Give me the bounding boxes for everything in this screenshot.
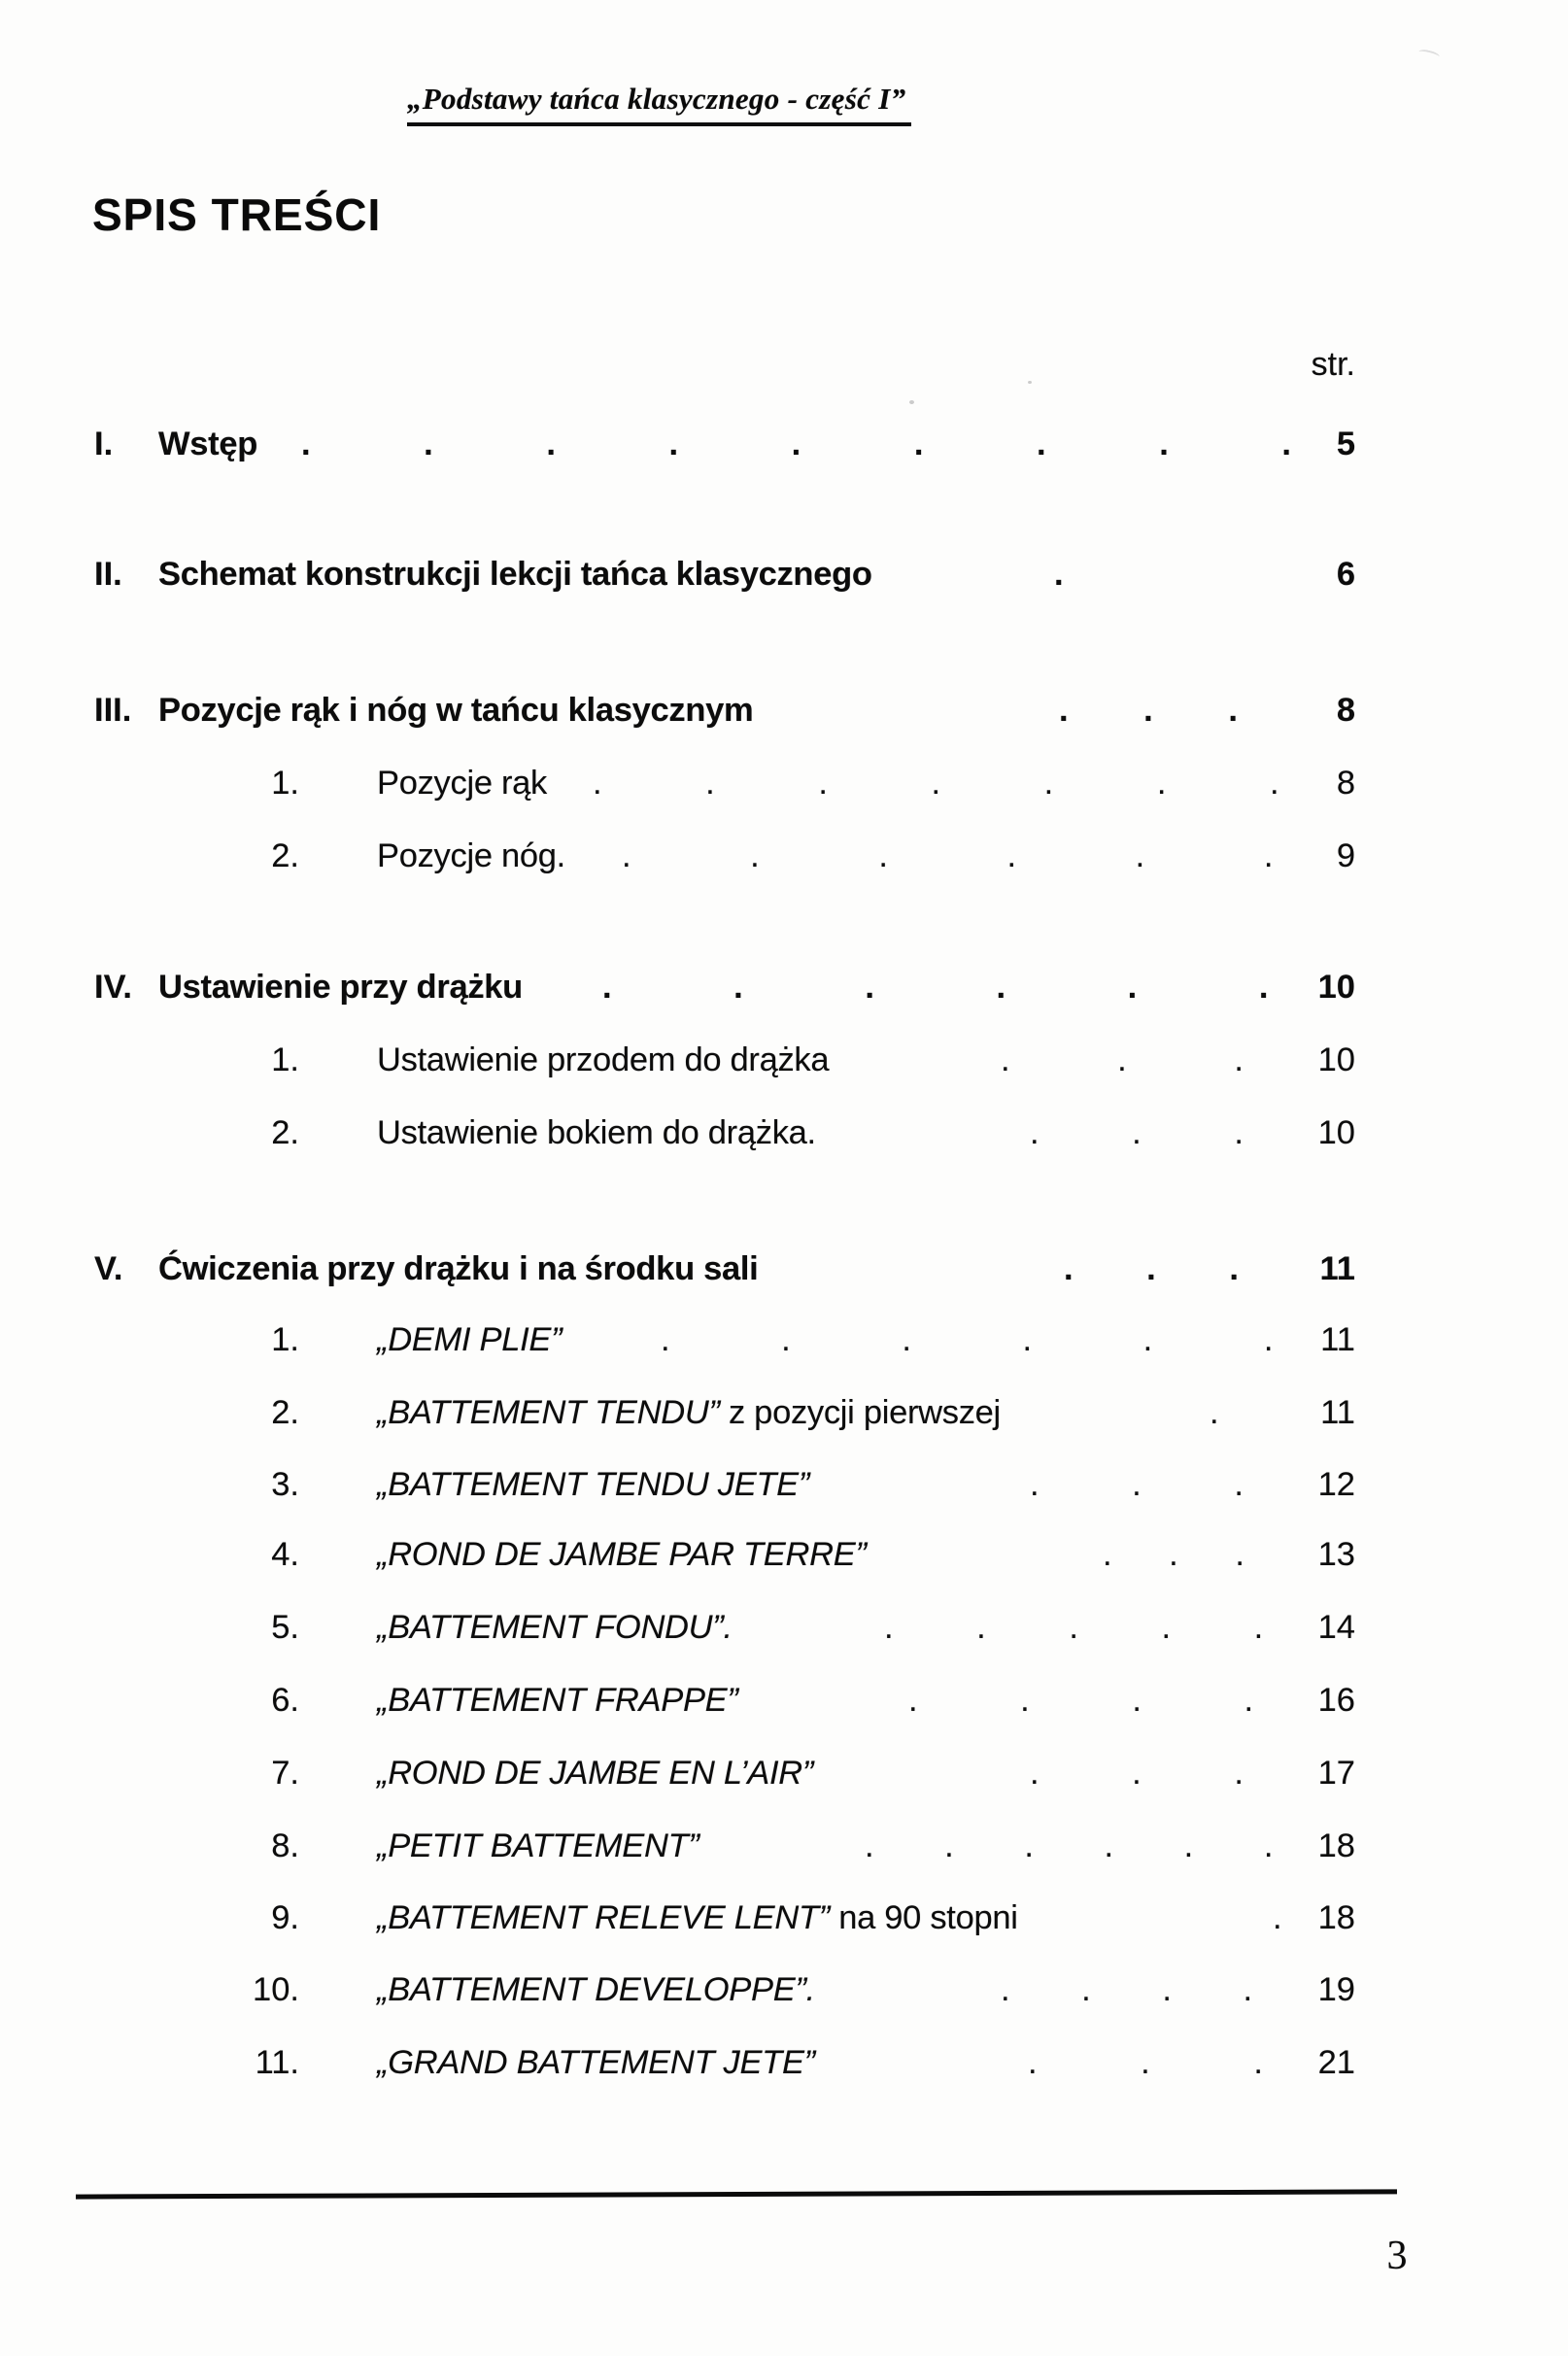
toc-italic-term: „BATTEMENT FRAPPE” [377,1682,738,1719]
toc-title-text: Wstęp [158,426,258,462]
toc-row-title [158,426,257,463]
toc-italic-term: „GRAND BATTEMENT JETE” [377,2044,815,2081]
dot-leader: . . . . . . [661,1321,1274,1358]
toc-italic-term: „PETIT BATTEMENT” [377,1827,699,1864]
toc-title-text: z pozycji pierwszej [719,1394,1001,1431]
toc-row [0,1827,1568,1872]
scan-artifact [909,400,914,404]
toc-row [0,1394,1568,1439]
toc-row-title [377,1899,1018,1937]
toc-italic-term: „BATTEMENT DEVELOPPE”. [377,1971,815,2008]
toc-title-text: Pozycje rąk i nóg w tańcu klasycznym [158,692,754,729]
dot-leader: . . . [1001,1041,1244,1078]
toc-title-text: na 90 stopni [829,1899,1018,1936]
toc-row-page: 9 [1336,837,1355,874]
toc-row-title [377,837,565,875]
toc-title-text: Ustawienie przy drążku [158,969,523,1006]
toc-row-page: 10 [1317,969,1355,1006]
toc-title-text: Ustawienie przodem do drążka [377,1041,830,1078]
toc-row [0,556,1568,600]
toc-row-page: 11 [1320,1394,1355,1431]
toc-row-title [158,1250,758,1288]
toc-row-page: 6 [1336,556,1355,593]
toc-row-number: 10. [253,1971,299,2008]
toc-title-text: Schemat konstrukcji lekcji tańca klasycznego [158,556,872,593]
toc-row [0,1609,1568,1654]
toc-row [0,1114,1568,1159]
toc-row-number: IV. [94,969,133,1006]
dot-leader: . . . [1030,1466,1244,1503]
toc-row-title [377,1971,815,2009]
toc-row-number: 11. [255,2044,299,2081]
toc-title-text: Ćwiczenia przy drążku i na środku sali [158,1250,759,1287]
dot-leader: . . . [1030,1755,1244,1792]
toc-row-number: I. [94,426,114,462]
dot-leader: . [1273,1899,1282,1936]
toc-row [0,1536,1568,1581]
toc-row-number: III. [94,692,132,729]
toc-italic-term: „BATTEMENT TENDU JETE” [377,1466,810,1503]
toc-row-page: 11 [1320,1321,1355,1358]
dot-leader: . [1054,556,1064,593]
toc-row-page: 12 [1317,1466,1355,1503]
toc-title-text: Pozycje nóg. [377,837,565,874]
toc-row-page: 18 [1317,1899,1355,1936]
toc-row-number: 2. [271,837,299,874]
toc-row [0,969,1568,1013]
toc-row-title [377,1114,816,1152]
toc-title-text: Ustawienie bokiem do drążka. [377,1114,816,1151]
toc-row-page: 11 [1319,1250,1355,1287]
toc-row-number: V. [94,1250,123,1287]
dot-leader: . . . [1028,2044,1263,2081]
dot-leader: . . . . . . [602,969,1269,1006]
toc-row-title [377,1827,699,1865]
dot-leader: . . . [1059,692,1238,729]
page-title: SPIS TREŚCI [92,189,382,240]
toc-row-title [377,1321,562,1359]
toc-row-page: 16 [1317,1682,1355,1719]
toc-italic-term: „ROND DE JAMBE PAR TERRE” [377,1536,867,1573]
dot-leader: . . . . . . . . . [301,426,1291,462]
toc-italic-term: „BATTEMENT TENDU” [377,1394,720,1431]
scan-artifact [1417,48,1440,60]
toc-row-number: 1. [271,1321,299,1358]
dot-leader: . . . . . . [622,837,1274,874]
toc-row-number: 1. [271,765,299,802]
toc-row-page: 14 [1317,1609,1355,1646]
toc-row-title [158,692,753,730]
footer-rule [76,2189,1397,2199]
toc-row-title [377,1041,829,1079]
dot-leader: . . . . [908,1682,1254,1719]
toc-row [0,426,1568,470]
toc-row-number: 6. [271,1682,299,1719]
toc-row-page: 5 [1336,426,1355,462]
toc-row-number: II. [94,556,122,593]
dot-leader: . . . . [1001,1971,1253,2008]
toc-row-title [377,1755,813,1793]
toc-row-title [377,1394,1001,1432]
toc-row-page: 8 [1336,692,1355,729]
toc-italic-term: „BATTEMENT RELEVE LENT” [377,1899,830,1936]
toc-row-page: 17 [1317,1755,1355,1792]
toc-row-number: 4. [271,1536,299,1573]
toc-row [0,1321,1568,1366]
toc-italic-term: „BATTEMENT FONDU”. [377,1609,733,1646]
toc-row [0,1466,1568,1511]
toc-row-number: 9. [271,1899,299,1936]
toc-row [0,1041,1568,1086]
toc-title-text: Pozycje rąk [377,765,548,802]
dot-leader: . . . . . . . [593,765,1279,802]
toc-row-title [158,969,523,1007]
toc-row [0,1682,1568,1726]
toc-row-page: 18 [1317,1827,1355,1864]
toc-row-number: 8. [271,1827,299,1864]
toc-row-page: 10 [1317,1041,1355,1078]
scan-artifact [1028,381,1032,384]
footer-page-number: 3 [1386,2234,1408,2278]
toc-row-number: 3. [271,1466,299,1503]
toc-row-number: 2. [271,1114,299,1151]
toc-row [0,2044,1568,2089]
toc-row-number: 5. [271,1609,299,1646]
dot-leader: . . . [1064,1250,1239,1287]
toc-row [0,765,1568,809]
toc-row [0,1250,1568,1295]
dot-leader: . . . . . . [865,1827,1274,1864]
toc-row-title [158,556,872,594]
toc-row [0,692,1568,736]
toc-italic-term: „DEMI PLIE” [377,1321,562,1358]
toc-row-title [377,765,547,802]
toc-row-page: 10 [1317,1114,1355,1151]
toc-row-number: 2. [271,1394,299,1431]
toc-row-number: 7. [271,1755,299,1792]
toc-row-title [377,1536,867,1574]
toc-row-title [377,1466,809,1504]
toc-row-title [377,1682,738,1720]
toc-row-page: 19 [1317,1971,1355,2008]
toc-row [0,1971,1568,2016]
toc-row-title [377,2044,815,2082]
toc-row-title [377,1609,733,1647]
page-column-label: str. [1311,346,1355,383]
dot-leader: . [1210,1394,1219,1431]
toc-row-page: 21 [1317,2044,1355,2081]
toc-row [0,837,1568,882]
dot-leader: . . . . . [884,1609,1264,1646]
dot-leader: . . . [1030,1114,1244,1151]
toc-row-page: 8 [1336,765,1355,802]
toc-row [0,1755,1568,1799]
toc-row-number: 1. [271,1041,299,1078]
dot-leader: . . . [1103,1536,1244,1573]
toc-row-page: 13 [1317,1536,1355,1573]
toc-italic-term: „ROND DE JAMBE EN L’AIR” [377,1755,814,1792]
running-header: „Podstawy tańca klasycznego - część I” [407,82,911,126]
toc-row [0,1899,1568,1944]
